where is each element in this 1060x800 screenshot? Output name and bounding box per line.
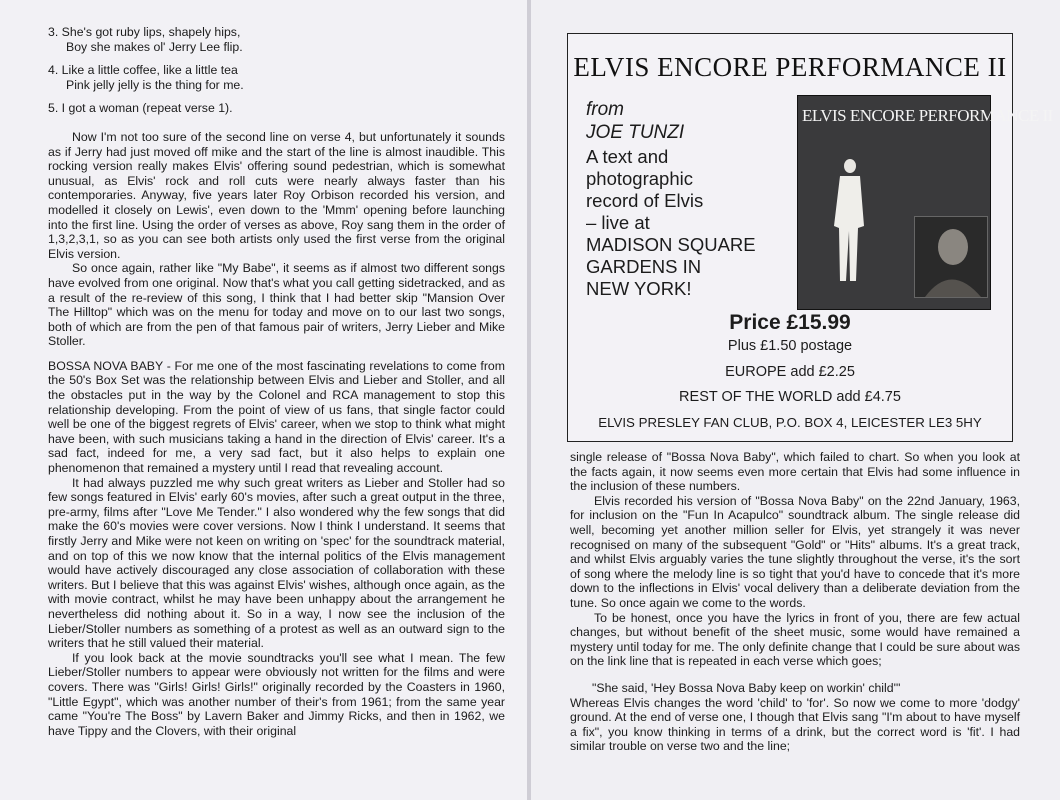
ad-desc-line: photographic xyxy=(586,168,693,189)
ad-rest-of-world-price: REST OF THE WORLD add £4.75 xyxy=(679,389,901,405)
right-column xyxy=(570,450,1020,754)
verse-line: Pink jelly jelly is the thing for me. xyxy=(66,77,244,92)
body-paragraph: Now I'm not too sure of the second line on verse 4, but unfortunately it sounds as if Jerry had just moved off mike and the start of the line is almost inaudible. This rocking version really makes Elvis' offering sound pedestrian, which is somewhat unusual, as Elvis' rock and roll cuts were nearly always faster than his contemporaries. Anyway, five years later Roy Orbison recorded his version, and modelled it closely on Lewis', even down to the 'Mmm' opening before launching into the first line. Using the order of verses as above, Roy sang them in the order of 1,3,2,3,1, so as you can see both artists only used the first verse from the original Elvis version. xyxy=(48,129,505,261)
ad-description xyxy=(586,146,786,300)
ad-price: Price £15.99 xyxy=(729,311,851,334)
ad-desc-line: record of Elvis xyxy=(586,190,704,211)
lyric-verse-4 xyxy=(48,63,505,92)
verse-line: 4. Like a little coffee, like a little tea xyxy=(48,63,238,78)
ad-from-line: from xyxy=(586,99,624,120)
body-paragraph: Whereas Elvis changes the word 'child' to 'for'. So now we come to more 'dodgy' ground. At the end of verse one, I though that Elvis sang "I'm about to have myself a fix", you know thinking in terms of a drink, but the correct word is 'fit'. I had similar trouble on verse two and the line; xyxy=(570,695,1020,754)
ad-desc-line: – live at xyxy=(586,212,650,233)
book-advertisement xyxy=(567,33,1053,442)
section-paragraph-bossa-nova: BOSSA NOVA BABY - For me one of the most fascinating revelations to come from the 50's Box Set was the relationship between Elvis and Lieber and Stoller, and all the obstacles put in the way by the Colonel and RCA management to stop this relationship developing. From the point of view of us fans, that single factor could well be one of the biggest regrets of Elvis' career, when we stop to think what might have been, with such musicians taking a hand in the direction of Elvis' career. It's a sad fact, indeed for me, a very sad fact, but it also helps to explain one phenomenon that remained a mystery until I read that revealing account. xyxy=(48,358,505,476)
book-cover-image xyxy=(797,95,1053,310)
verse-line: 5. I got a woman (repeat verse 1). xyxy=(48,101,233,116)
body-paragraph: To be honest, once you have the lyrics in front of you, there are few actual changes, but without benefit of the sheet music, some would have remained a mystery until today for me. The only definite change that I could be sure about was on the link line that is repeated in each verse which goes; xyxy=(570,610,1020,669)
verse-line: 3. She's got ruby lips, shapely hips, xyxy=(48,25,241,39)
body-paragraph: So once again, rather like "My Babe", it seems as if almost two different songs have evolved from one original. Now that's what you call getting sidetracked, and as a result of the re-review of this song, I think that I had better skip "Mansion Over The Hilltop" which was on the menu for today and move on to our last two songs, both of which are from the pen of that famous pair of writers, Jerry Lieber and Mike Stoller. xyxy=(48,261,505,349)
body-paragraph: Elvis recorded his version of "Bossa Nova Baby" on the 22nd January, 1963, for inclusion on the "Fun In Acapulco" soundtrack album. The single release did well, becoming yet another million seller for Elvis, yet strangely it was never recognised on many of the subsequent "Gold" or "Hits" albums. It's a great track, and whilst Elvis arguably varies the tune slightly throughout the verse, it's the sort of song where the melody line is so tight that you'd have to concede that it's more down to the inflections in Elvis' vocal delivery than a deliberate deviation from the tune. So once again we come to the words. xyxy=(570,493,1020,610)
portrait-icon xyxy=(915,217,987,297)
ad-europe-price: EUROPE add £2.25 xyxy=(725,364,855,380)
left-column xyxy=(48,25,505,738)
ad-author-name: JOE TUNZI xyxy=(586,122,685,143)
ad-title: ELVIS ENCORE PERFORMANCE II xyxy=(573,52,1007,82)
inset-photo xyxy=(914,216,988,298)
ad-club-address: ELVIS PRESLEY FAN CLUB, P.O. BOX 4, LEICESTER LE3 5HY xyxy=(598,415,982,430)
ad-desc-line: GARDENS IN xyxy=(586,256,702,277)
lyric-verse-3 xyxy=(48,25,505,54)
body-paragraph: It had always puzzled me why such great writers as Lieber and Stoller had so few songs featured in Elvis' early 60's movies, after such a great output in the three, pre-army, films after "Love Me Tender." I also wondered why the few songs that did make the 60's movies were cover versions. Now I think I understand. It seems that firstly Jerry and Mike were not keen on writing on 'spec' for the soundtrack material, and on top of this we now know that the internal politics of the Elvis management would have actively discouraged any close association of collaboration with these writers. But I believe that this was against Elvis' wishes, although once again, as the with movie contract, whilst he may have been unhappy about the arrangement he nevertheless did nothing about it. So in a way, I now see the inclusion of the Lieber/Stoller numbers as something of a protest as well as an outward sign to the writers that he still valued their material. xyxy=(48,475,505,651)
lyric-quote: "She said, 'Hey Bossa Nova Baby keep on workin' child'" xyxy=(592,680,901,695)
lyric-verse-5 xyxy=(48,101,505,116)
ad-author xyxy=(586,98,684,144)
verse-line: Boy she makes ol' Jerry Lee flip. xyxy=(66,39,243,54)
ad-postage: Plus £1.50 postage xyxy=(727,338,853,354)
body-paragraph: single release of "Bossa Nova Baby", which failed to chart. So when you look at the facts again, it now seems even more certain that Elvis had some influence in the inclusion of these numbers. xyxy=(570,450,1020,494)
ad-desc-line: MADISON SQUARE xyxy=(586,234,756,255)
performer-figure-icon xyxy=(828,156,872,286)
body-paragraph: If you look back at the movie soundtracks you'll see what I mean. The few Lieber/Stoller numbers to appear were obviously not written for the films and were covers. There was "Girls! Girls! Girls!" originally recorded by the Coasters in 1960, "Little Egypt", which was another number of their's from 1961; from the same year came "You're The Boss" by Lavern Baker and Jimmy Ricks, and then in 1962, we have Tippy and the Clovers, with their original xyxy=(48,650,505,738)
ad-desc-line: NEW YORK! xyxy=(586,278,692,299)
cover-title: ELVIS ENCORE PERFORMANCE II xyxy=(802,106,1053,125)
ad-desc-line: A text and xyxy=(586,146,669,167)
